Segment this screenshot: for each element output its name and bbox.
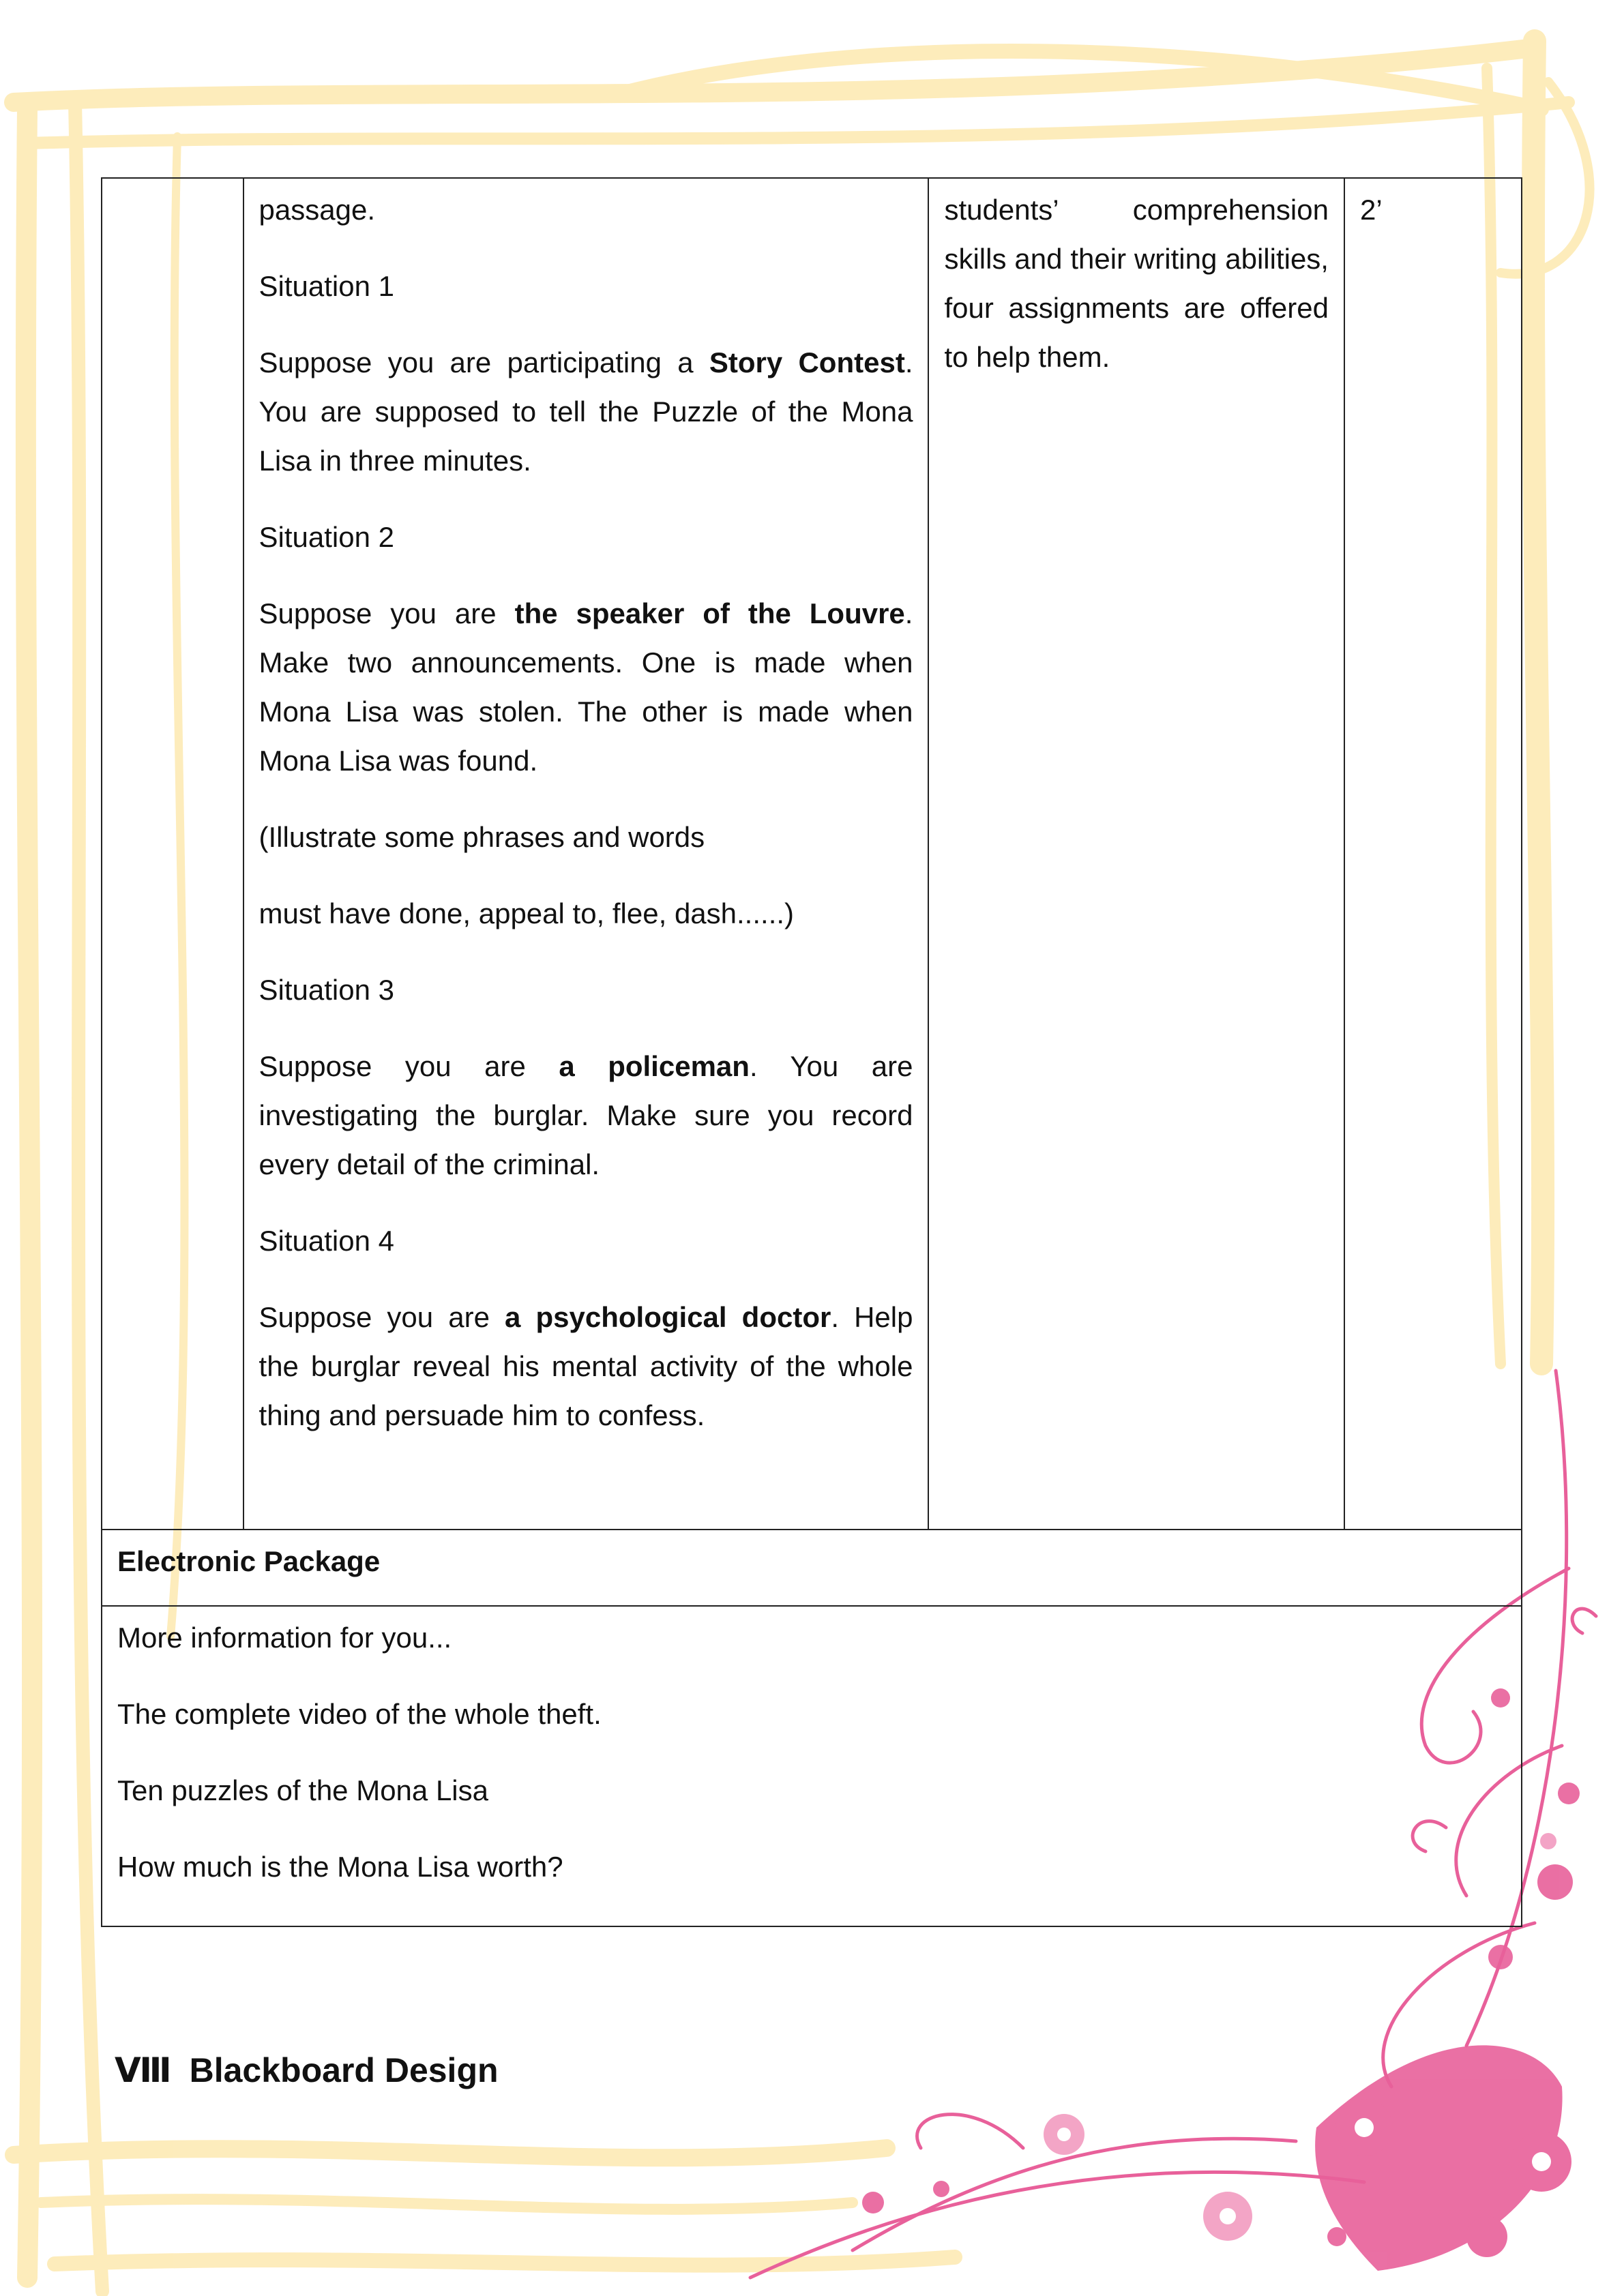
package-heading-row (102, 1530, 1522, 1606)
section-number: Ⅷ (115, 2051, 172, 2089)
section-heading (115, 2050, 499, 2091)
package-item: Ten puzzles of the Mona Lisa (117, 1774, 488, 1806)
time-cell (1344, 178, 1522, 1530)
content-cell (243, 178, 929, 1530)
situation-4-label: Situation 4 (259, 1225, 395, 1257)
purpose-cell (928, 178, 1344, 1530)
situation-2-label: Situation 2 (259, 521, 395, 553)
package-item: How much is the Mona Lisa worth? (117, 1851, 563, 1883)
time-text: 2’ (1359, 194, 1383, 226)
package-heading: Electronic Package (102, 1530, 1522, 1606)
phrase-list: must have done, appeal to, flee, dash......) (259, 897, 795, 929)
situation-2-text: Suppose you are the speaker of the Louvre. Make two announcements. One is made when Mona Lisa was stolen. The other is made when Mona Lisa was found. (259, 597, 913, 777)
situation-1-text: Suppose you are participating a Story Contest. You are supposed to tell the Puzzle of the Mona Lisa in three minutes. (259, 346, 913, 477)
package-items (102, 1606, 1522, 1926)
section-title: Blackboard Design (189, 2051, 499, 2089)
situation-4-text: Suppose you are a psychological doctor. Help the burglar reveal his mental activity of the whole thing and persuade him to confess. (259, 1301, 913, 1431)
situation-3-text: Suppose you are a policeman. You are investigating the burglar. Make sure you record every detail of the criminal. (259, 1050, 913, 1180)
illustrate-note: (Illustrate some phrases and words (259, 821, 705, 853)
situation-3-label: Situation 3 (259, 974, 395, 1006)
procedure-row (102, 178, 1522, 1530)
situation-1-label: Situation 1 (259, 270, 395, 302)
passage-text: passage. (259, 194, 375, 226)
package-item: More information for you... (117, 1622, 452, 1654)
package-body-row (102, 1606, 1522, 1926)
step-cell (102, 178, 243, 1530)
purpose-text: students’ comprehension skills and their writing abilities, four assignments are offered to help them. (944, 194, 1329, 373)
package-item: The complete video of the whole theft. (117, 1698, 602, 1730)
lesson-table (101, 177, 1522, 1927)
